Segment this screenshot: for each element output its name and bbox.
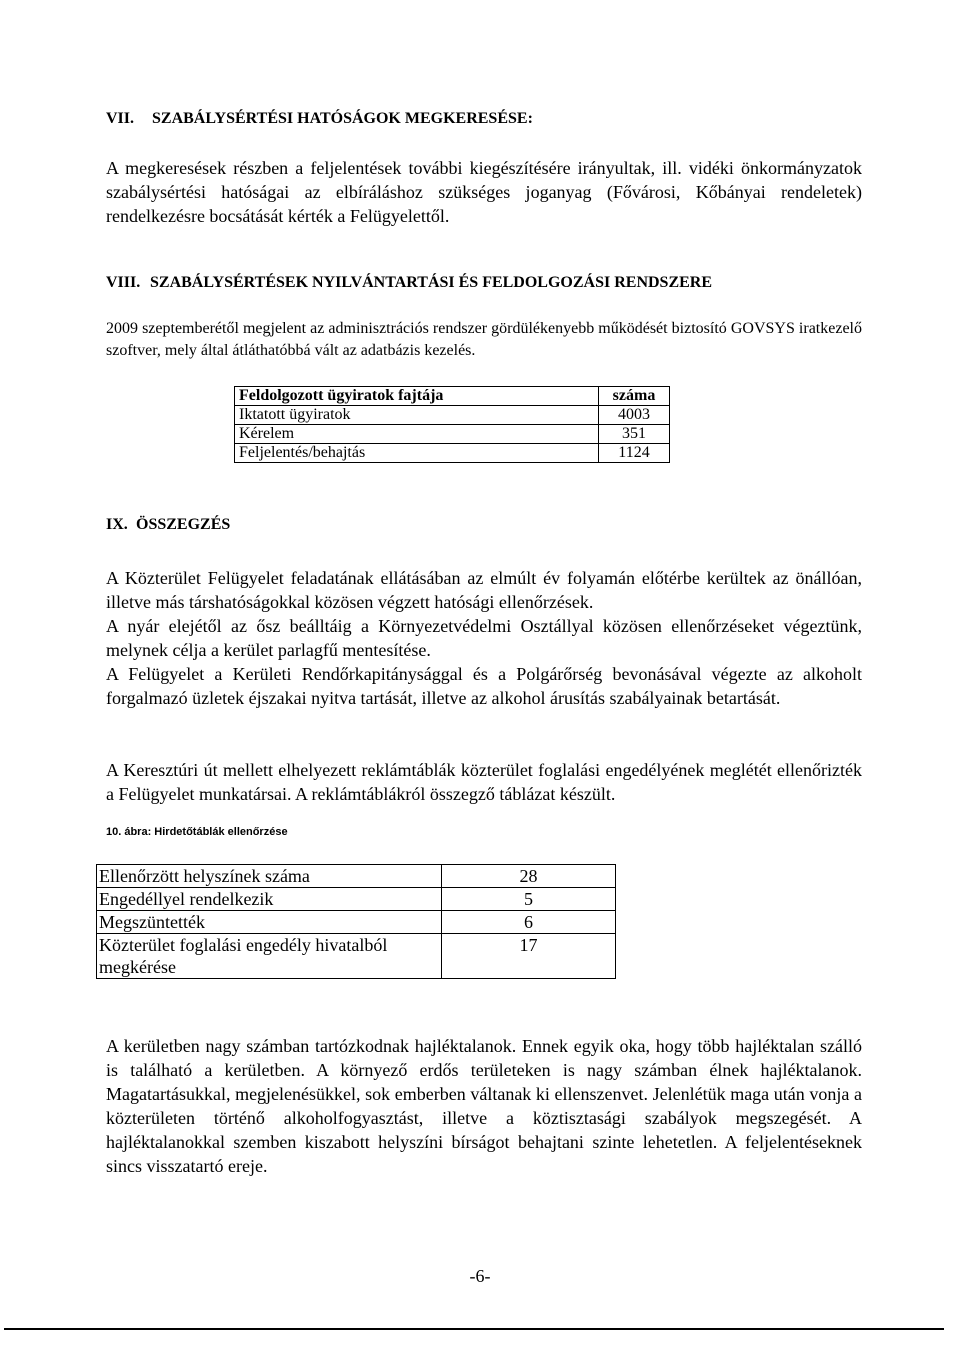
bottom-rule <box>4 1328 944 1330</box>
table-cell-label: Közterület foglalási engedély hivatalból megkérése <box>97 934 442 979</box>
table-cell-count: 1124 <box>599 444 670 463</box>
section-8-heading <box>106 274 712 292</box>
table-row <box>235 406 670 425</box>
table-cell-label: Megszüntették <box>97 911 442 934</box>
table-row <box>97 934 616 979</box>
closing-paragraph: A kerületben nagy számban tartózkodnak hajléktalanok. Ennek egyik oka, hogy több hajléktalan szálló is található a kerületben. A környező erdős területeken is nagy számban élnek hajléktalanok. Magatartásukkal, megjelenésükkel, sok emberben váltanak ki ellenszenvet. Jelenlétük maga után vonja a közterületen történő alkoholfogyasztást, illetve a köztisztasági szabályok megszegését. A hajléktalanokkal szemben kiszabott helyszíni bírságot behajtani szinte lehetetlen. A feljelentéseknek sincs visszatartó ereje. <box>106 1036 862 1176</box>
table-cell-type: Iktatott ügyiratok <box>235 406 599 425</box>
billboard-table <box>96 864 616 979</box>
table-row <box>97 888 616 911</box>
table-cell-count: 4003 <box>599 406 670 425</box>
section-7-number: VII. <box>106 110 135 127</box>
table-row <box>235 425 670 444</box>
table-row <box>97 911 616 934</box>
documents-table <box>234 386 670 463</box>
section-7-paragraph: A megkeresések részben a feljelentések további kiegészítésére irányultak, ill. vidéki önkormányzatok szabálysértési hatóságai az elbíráláshoz szükséges joganyag (Fővárosi, Kőbányai rendeletek) rendelkezésre bocsátását kérték a Felügyelettől. <box>106 158 862 226</box>
summary-paragraph-1: A Közterület Felügyelet feladatának ellátásában az elmúlt év folyamán előtérbe kerültek az önállóan, illetve más társhatóságokkal közösen végzett hatósági ellenőrzések. <box>106 568 862 612</box>
page-number: -6- <box>469 1266 491 1286</box>
section-9-heading <box>106 516 230 534</box>
section-7-title: SZABÁLYSÉRTÉSI HATÓSÁGOK MEGKERESÉSE: <box>152 110 533 127</box>
table-cell-type: Kérelem <box>235 425 599 444</box>
section-7-heading <box>106 110 533 128</box>
table-header-count: száma <box>599 387 670 406</box>
table-cell-label: Ellenőrzött helyszínek száma <box>97 865 442 888</box>
table-cell-label: Engedéllyel rendelkezik <box>97 888 442 911</box>
section-9-title: ÖSSZEGZÉS <box>136 516 231 533</box>
table-row <box>235 444 670 463</box>
table-cell-type: Feljelentés/behajtás <box>235 444 599 463</box>
section-8-title: SZABÁLYSÉRTÉSEK NYILVÁNTARTÁSI ÉS FELDOLGOZÁSI RENDSZERE <box>150 274 713 291</box>
table-cell-count: 351 <box>599 425 670 444</box>
table-row <box>97 865 616 888</box>
section-9-number: IX. <box>106 516 128 533</box>
figure-caption: 10. ábra: Hirdetőtáblák ellenőrzése <box>106 826 288 838</box>
table-header-row <box>235 387 670 406</box>
section-8-paragraph: 2009 szeptemberétől megjelent az adminisztrációs rendszer gördülékenyebb működését biztosító GOVSYS iratkezelő szoftver, mely által átláthatóbbá vált az adatbázis kezelés. <box>106 320 862 359</box>
table-cell-value: 5 <box>442 888 616 911</box>
section-8-number: VIII. <box>106 274 141 291</box>
table-cell-value: 17 <box>442 934 616 979</box>
table-cell-value: 28 <box>442 865 616 888</box>
summary-paragraph-3: A Felügyelet a Kerületi Rendőrkapitánysággal és a Polgárőrség bevonásával végezte az alkoholt forgalmazó üzletek éjszakai nyitva tartását, illetve az alkohol árusítás szabályainak betartását. <box>106 664 862 708</box>
summary-paragraph-4: A Keresztúri út mellett elhelyezett reklámtáblák közterület foglalási engedélyének meglétét ellenőrizték a Felügyelet munkatársai. A reklámtáblákról összegző táblázat készült. <box>106 760 862 804</box>
table-cell-value: 6 <box>442 911 616 934</box>
summary-paragraph-2: A nyár elejétől az ősz beálltáig a Környezetvédelmi Osztállyal közösen ellenőrzéseket végeztünk, melynek célja a kerület parlagfű mentesítése. <box>106 616 862 660</box>
table-header-type: Feldolgozott ügyiratok fajtája <box>235 387 599 406</box>
